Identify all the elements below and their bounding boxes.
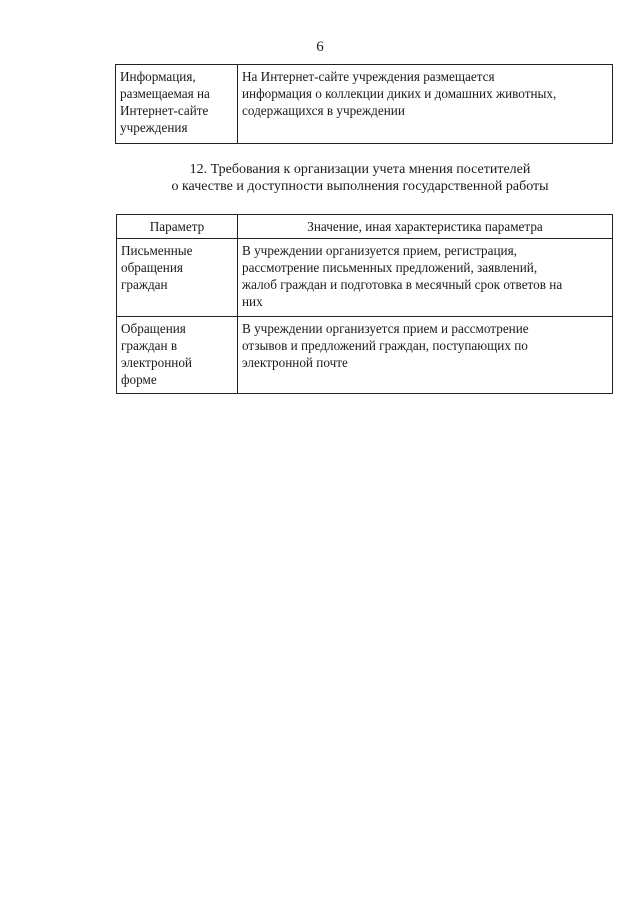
header-row [117, 215, 613, 239]
param-cell: Письменные обращения граждан [117, 239, 238, 317]
info-value-cell: На Интернет-сайте учреждения размещается информация о коллекции диких и домашних животных, содержащихся в учреждении [238, 65, 613, 144]
param-cell: Обращения граждан в электронной форме [117, 317, 238, 394]
value-cell: В учреждении организуется прием и рассмотрение отзывов и предложений граждан, поступающих по электронной почте [238, 317, 613, 394]
value-column-header: Значение, иная характеристика параметра [238, 215, 613, 239]
table-row [117, 239, 613, 317]
section-heading: 12. Требования к организации учета мнения посетителей о качестве и доступности выполнения государственной работы [171, 162, 549, 194]
info-label-cell: Информация, размещаемая на Интернет-сайте учреждения [116, 65, 238, 144]
page-number: 6 [316, 39, 324, 55]
table-row [116, 65, 613, 144]
table-row [117, 317, 613, 394]
params-table [116, 214, 613, 394]
value-cell: В учреждении организуется прием, регистрация, рассмотрение письменных предложений, заявлений, жалоб граждан и подготовка в месячный срок ответов на них [238, 239, 613, 317]
param-column-header: Параметр [117, 215, 238, 239]
info-table [115, 64, 613, 144]
